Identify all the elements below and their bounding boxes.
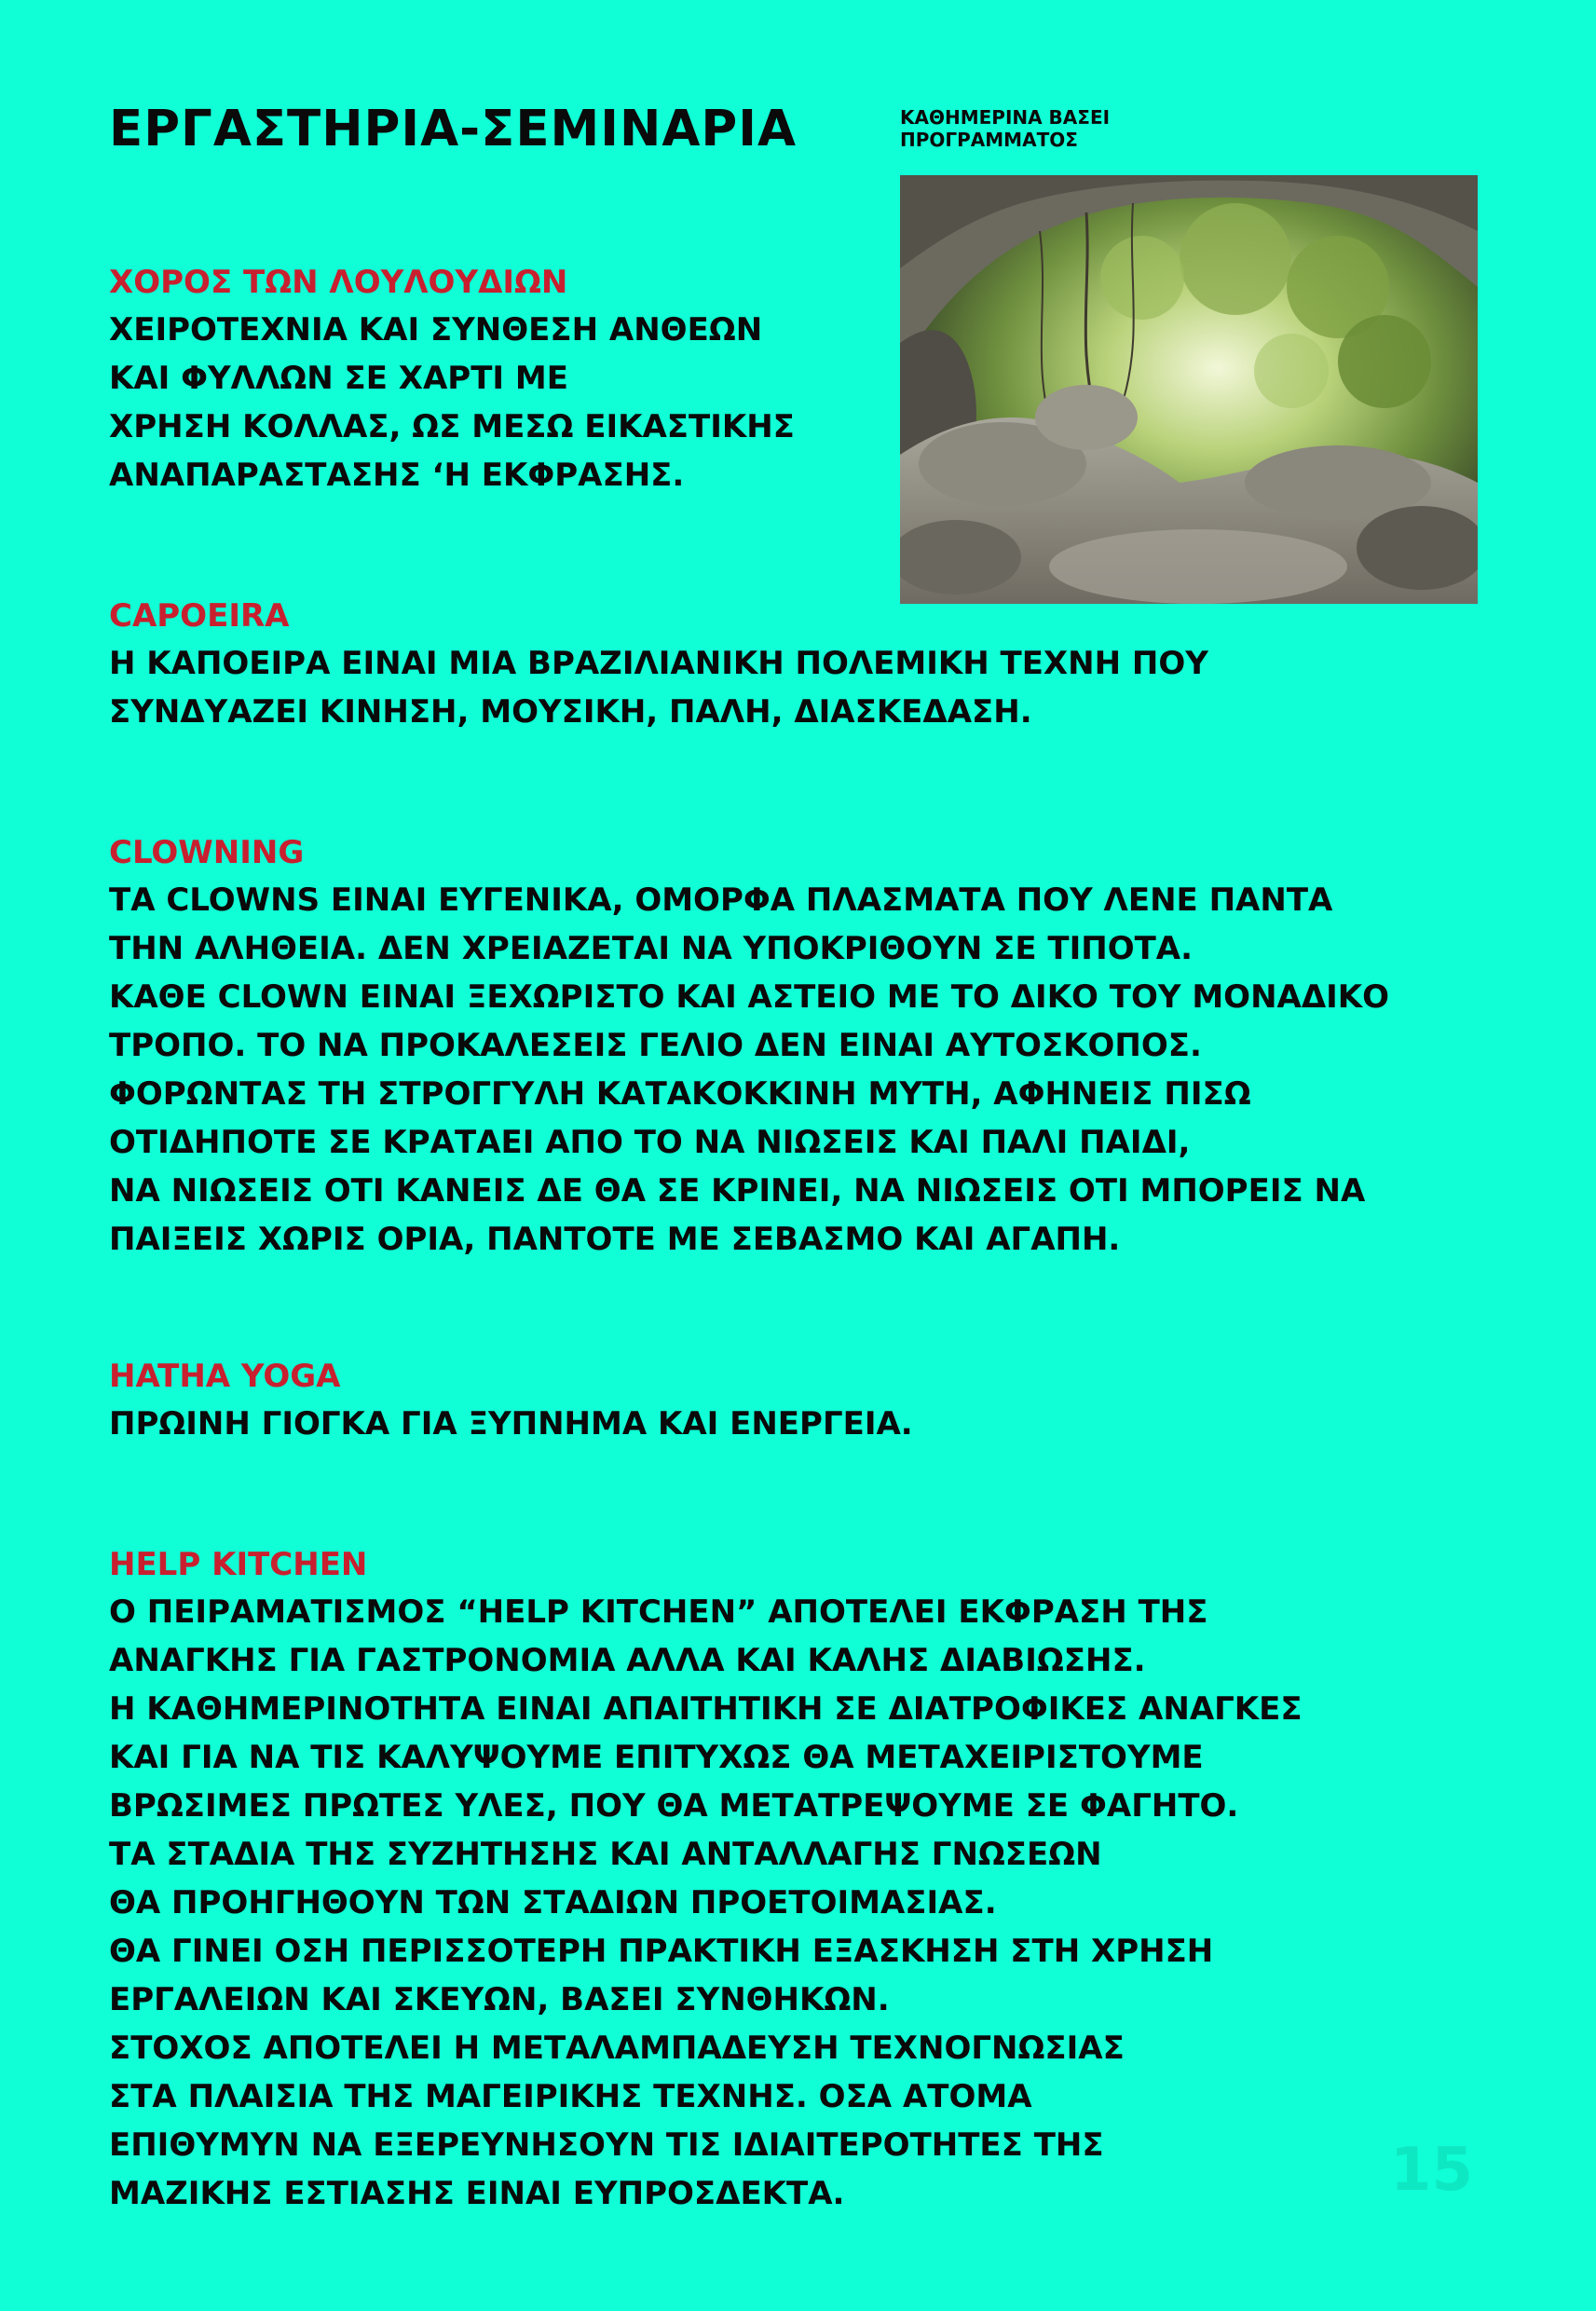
body-line: ΕΠΙΘΥΜΥΝ ΝΑ ΕΞΕΡΕΥΝΗΣΟΥΝ ΤΙΣ ΙΔΙΑΙΤΕΡΟΤΗΤΕΣ ΤΗΣ <box>109 2126 1104 2164</box>
body-line: ΘΑ ΠΡΟΗΓΗΘΟΥΝ ΤΩΝ ΣΤΑΔΙΩΝ ΠΡΟΕΤΟΙΜΑΣΙΑΣ. <box>109 1884 997 1921</box>
body-line: Η ΚΑΘΗΜΕΡΙΝΟΤΗΤΑ ΕΙΝΑΙ ΑΠΑΙΤΗΤΙΚΗ ΣΕ ΔΙΑΤΡΟΦΙΚΕΣ ΑΝΑΓΚΕΣ <box>109 1690 1303 1728</box>
cave-entrance-photo <box>900 175 1478 604</box>
body-line: ΚΑΙ ΓΙΑ ΝΑ ΤΙΣ ΚΑΛΥΨΟΥΜΕ ΕΠΙΤΥΧΩΣ ΘΑ ΜΕΤΑΧΕΙΡΙΣΤΟΥΜΕ <box>109 1739 1204 1776</box>
section-help-kitchen <box>109 1541 1303 2218</box>
body-line: ΒΡΩΣΙΜΕΣ ΠΡΩΤΕΣ ΥΛΕΣ, ΠΟΥ ΘΑ ΜΕΤΑΤΡΕΨΟΥΜΕ ΣΕ ΦΑΓΗΤΟ. <box>109 1787 1239 1825</box>
body-line: ΟΤΙΔΗΠΟΤΕ ΣΕ ΚΡΑΤΑΕΙ ΑΠΟ ΤΟ ΝΑ ΝΙΩΣΕΙΣ ΚΑΙ ΠΑΛΙ ΠΑΙΔΙ, <box>109 1124 1191 1161</box>
section-body <box>109 639 1208 736</box>
page-number: 15 <box>1390 2136 1474 2205</box>
body-line: ΣΤΑ ΠΛΑΙΣΙΑ ΤΗΣ ΜΑΓΕΙΡΙΚΗΣ ΤΕΧΝΗΣ. ΟΣΑ ΑΤΟΜΑ <box>109 2078 1032 2115</box>
section-heading: CLOWNING <box>109 834 305 871</box>
page-title: ΕΡΓΑΣΤΗΡΙΑ-ΣΕΜΙΝΑΡΙΑ <box>109 101 797 157</box>
body-line: ΜΑΖΙΚΗΣ ΕΣΤΙΑΣΗΣ ΕΙΝΑΙ ΕΥΠΡΟΣΔΕΚΤΑ. <box>109 2175 845 2212</box>
body-line: ΤΡΟΠΟ. ΤΟ ΝΑ ΠΡΟΚΑΛΕΣΕΙΣ ΓΕΛΙΟ ΔΕΝ ΕΙΝΑΙ ΑΥΤΟΣΚΟΠΟΣ. <box>109 1027 1202 1064</box>
body-line: ΤΗΝ ΑΛΗΘΕΙΑ. ΔΕΝ ΧΡΕΙΑΖΕΤΑΙ ΝΑ ΥΠΟΚΡΙΘΟΥΝ ΣΕ ΤΙΠΟΤΑ. <box>109 930 1194 967</box>
section-body <box>109 1400 913 1448</box>
section-heading: ΧΟΡΟΣ ΤΩΝ ΛΟΥΛΟΥΔΙΩΝ <box>109 264 568 301</box>
section-body <box>109 306 795 499</box>
section-clowning <box>109 829 1389 1264</box>
body-line: ΘΑ ΓΙΝΕΙ ΟΣΗ ΠΕΡΙΣΣΟΤΕΡΗ ΠΡΑΚΤΙΚΗ ΕΞΑΣΚΗΣΗ ΣΤΗ ΧΡΗΣΗ <box>109 1933 1214 1970</box>
section-body <box>109 876 1389 1264</box>
section-body <box>109 1588 1303 2218</box>
body-line: ΕΡΓΑΛΕΙΩΝ ΚΑΙ ΣΚΕΥΩΝ, ΒΑΣΕΙ ΣΥΝΘΗΚΩΝ. <box>109 1981 890 2018</box>
section-heading: HELP KITCHEN <box>109 1546 368 1583</box>
body-line: ΤΑ CLOWNS ΕΙΝΑΙ ΕΥΓΕΝΙΚΑ, ΟΜΟΡΦΑ ΠΛΑΣΜΑΤΑ ΠΟΥ ΛΕΝΕ ΠΑΝΤΑ <box>109 882 1333 919</box>
caption-line: ΚΑΘΗΜΕΡΙΝΑ ΒΑΣΕΙ <box>900 106 1111 129</box>
section-hatha-yoga <box>109 1353 913 1448</box>
body-line: ΧΡΗΣΗ ΚΟΛΛΑΣ, ΩΣ ΜΕΣΩ ΕΙΚΑΣΤΙΚΗΣ <box>109 408 795 445</box>
body-line: ΦΟΡΩΝΤΑΣ ΤΗ ΣΤΡΟΓΓΥΛΗ ΚΑΤΑΚΟΚΚΙΝΗ ΜΥΤΗ, ΑΦΗΝΕΙΣ ΠΙΣΩ <box>109 1075 1251 1113</box>
body-line: ΚΑΘΕ CLOWN ΕΙΝΑΙ ΞΕΧΩΡΙΣΤΟ ΚΑΙ ΑΣΤΕΙΟ ΜΕ ΤΟ ΔΙΚΟ ΤΟΥ ΜΟΝΑΔΙΚΟ <box>109 978 1390 1016</box>
body-line: ΝΑ ΝΙΩΣΕΙΣ ΟΤΙ ΚΑΝΕΙΣ ΔΕ ΘΑ ΣΕ ΚΡΙΝΕΙ, ΝΑ ΝΙΩΣΕΙΣ ΟΤΙ ΜΠΟΡΕΙΣ ΝΑ <box>109 1172 1366 1210</box>
section-heading: HATHA YOGA <box>109 1358 341 1395</box>
caption-line: ΠΡΟΓΡΑΜΜΑΤΟΣ <box>900 129 1078 151</box>
body-line: ΠΡΩΙΝΗ ΓΙΟΓΚΑ ΓΙΑ ΞΥΠΝΗΜΑ ΚΑΙ ΕΝΕΡΓΕΙΑ. <box>109 1405 913 1443</box>
body-line: ΣΤΟΧΟΣ ΑΠΟΤΕΛΕΙ Η ΜΕΤΑΛΑΜΠΑΔΕΥΣΗ ΤΕΧΝΟΓΝΩΣΙΑΣ <box>109 2030 1125 2067</box>
section-heading: CAPOEIRA <box>109 597 290 635</box>
section-flower-dance <box>109 259 795 499</box>
schedule-caption <box>900 106 1110 151</box>
body-line: ΤΑ ΣΤΑΔΙΑ ΤΗΣ ΣΥΖΗΤΗΣΗΣ ΚΑΙ ΑΝΤΑΛΛΑΓΗΣ ΓΝΩΣΕΩΝ <box>109 1836 1102 1873</box>
body-line: ΚΑΙ ΦΥΛΛΩΝ ΣΕ ΧΑΡΤΙ ΜΕ <box>109 360 568 397</box>
body-line: Ο ΠΕΙΡΑΜΑΤΙΣΜΟΣ “HELP KITCHEN” ΑΠΟΤΕΛΕΙ ΕΚΦΡΑΣΗ ΤΗΣ <box>109 1593 1208 1631</box>
section-capoeira <box>109 593 1208 736</box>
body-line: Η ΚΑΠΟΕΙΡΑ ΕΙΝΑΙ ΜΙΑ ΒΡΑΖΙΛΙΑΝΙΚΗ ΠΟΛΕΜΙΚΗ ΤΕΧΝΗ ΠΟΥ <box>109 645 1208 682</box>
body-line: ΠΑΙΞΕΙΣ ΧΩΡΙΣ ΟΡΙΑ, ΠΑΝΤΟΤΕ ΜΕ ΣΕΒΑΣΜΟ ΚΑΙ ΑΓΑΠΗ. <box>109 1221 1121 1258</box>
body-line: ΑΝΑΠΑΡΑΣΤΑΣΗΣ ‘Η ΕΚΦΡΑΣΗΣ. <box>109 457 685 494</box>
body-line: ΑΝΑΓΚΗΣ ΓΙΑ ΓΑΣΤΡΟΝΟΜΙΑ ΑΛΛΑ ΚΑΙ ΚΑΛΗΣ ΔΙΑΒΙΩΣΗΣ. <box>109 1642 1146 1679</box>
body-line: ΣΥΝΔΥΑΖΕΙ ΚΙΝΗΣΗ, ΜΟΥΣΙΚΗ, ΠΑΛΗ, ΔΙΑΣΚΕΔΑΣΗ. <box>109 693 1032 731</box>
body-line: ΧΕΙΡΟΤΕΧΝΙΑ ΚΑΙ ΣΥΝΘΕΣΗ ΑΝΘΕΩΝ <box>109 311 763 349</box>
